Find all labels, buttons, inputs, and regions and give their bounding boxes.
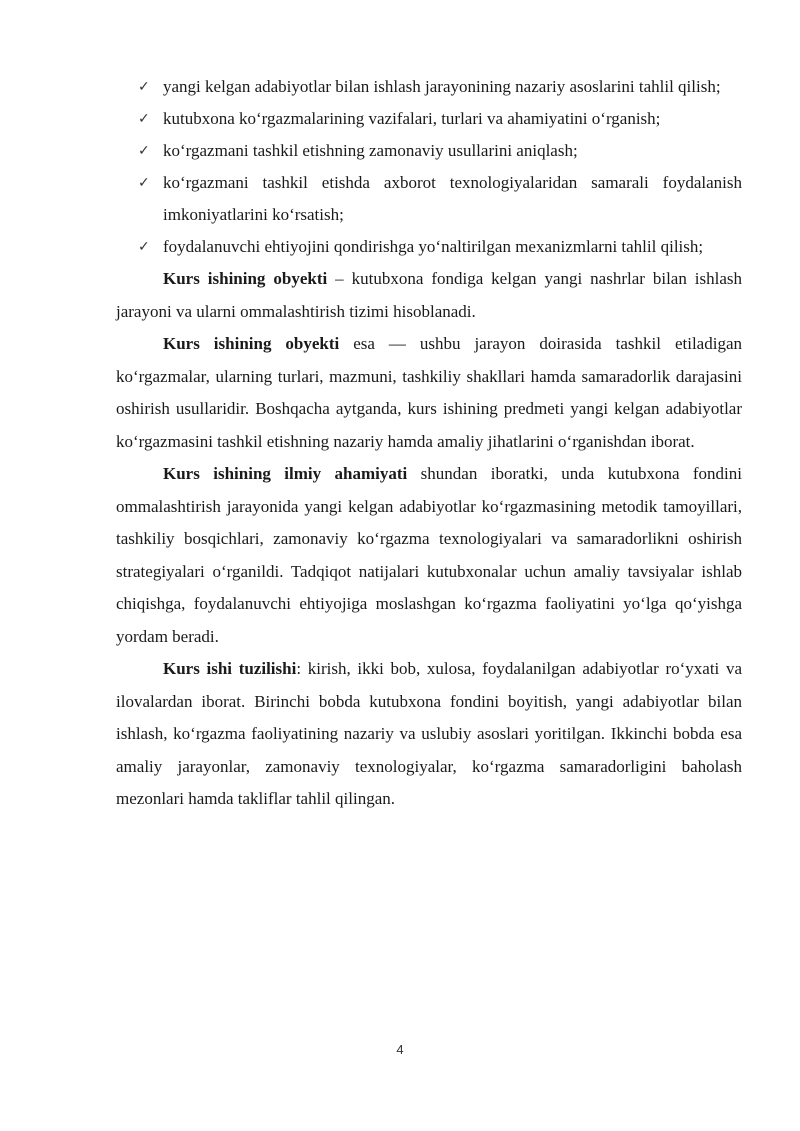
paragraph-heading: Kurs ishi tuzilishi [163,659,297,678]
paragraph-heading: Kurs ishining obyekti [163,269,328,288]
paragraph-text: – kutubxona fondiga kelgan yangi nashrlar bilan ishlash jarayoni va ularni ommalashtirish tizimi hisoblanadi. [116,269,743,321]
checkmark-icon: ✓ [138,175,150,191]
list-item-text: koʻrgazmani tashkil etishda axborot texnologiyalaridan samarali foydalanish imkoniyatlarini koʻrsatish; [163,173,742,224]
paragraph-text: : kirish, ikki bob, xulosa, foydalanilgan adabiyotlar roʻyxati va ilovalardan iborat. Birinchi bobda kutubxona fondini boyitish, yangi adabiyotlar bilan ishlash, koʻrgazma faoliyatining nazariy va uslubiy asoslari yoritilgan. Ikkinchi bobda esa amaliy jarayonlar, zamonaviy texnologiyalar, koʻrgazma samaradorligini baholash mezonlari hamda takliflar tahlil qilingan. [116,659,742,808]
paragraph-text: shundan iboratki, unda kutubxona fondini ommalashtirish jarayonida yangi kelgan adabiyotlar koʻrgazmasining metodik tamoyillari, tashkiliy bosqichlari, zamonaviy koʻrgazma texnologiyalari va samaradorlikni oshirish strategiyalari oʻrganildi. Tadqiqot natijalari kutubxonalar uchun amaliy tavsiyalar ishlab chiqishga, foydalanuvchi ehtiyojiga moslashgan koʻrgazma faoliyatini yoʻlga qoʻyishga yordam beradi. [116,464,742,646]
paragraph-text: esa — ushbu jarayon doirasida tashkil etiladigan koʻrgazmalar, ularning turlari, mazmuni, tashkiliy shakllari hamda samaradorlik darajasini oshirish usullaridir. Boshqacha aytganda, kurs ishining predmeti yangi kelgan adabiyotlar koʻrgazmasini tashkil etishning nazariy hamda amaliy jihatlarini oʻrganishdan iborat. [116,334,742,451]
page-content [116,71,742,816]
paragraph-object [116,263,742,328]
list-item-text: foydalanuvchi ehtiyojini qondirishga yoʻnaltirilgan mexanizmlarni tahlil qilish; [163,237,704,256]
list-item [116,71,742,103]
list-item [116,135,742,167]
paragraph-heading: Kurs ishining ilmiy ahamiyati [163,464,408,483]
list-item-text: koʻrgazmani tashkil etishning zamonaviy usullarini aniqlash; [163,141,578,160]
paragraph-structure [116,653,742,816]
paragraph-heading: Kurs ishining obyekti [163,334,340,353]
checkmark-icon: ✓ [138,143,150,159]
list-item-text: kutubxona koʻrgazmalarining vazifalari, turlari va ahamiyatini oʻrganish; [163,109,661,128]
checkmark-icon: ✓ [138,79,150,95]
page-number: 4 [396,1042,404,1057]
list-item [116,231,742,263]
list-item [116,167,742,231]
list-item-text: yangi kelgan adabiyotlar bilan ishlash jarayonining nazariy asoslarini tahlil qilish; [163,77,721,96]
objectives-list [116,71,742,263]
list-item [116,103,742,135]
paragraph-subject [116,328,742,458]
paragraph-significance [116,458,742,653]
checkmark-icon: ✓ [138,111,150,127]
checkmark-icon: ✓ [138,239,150,255]
